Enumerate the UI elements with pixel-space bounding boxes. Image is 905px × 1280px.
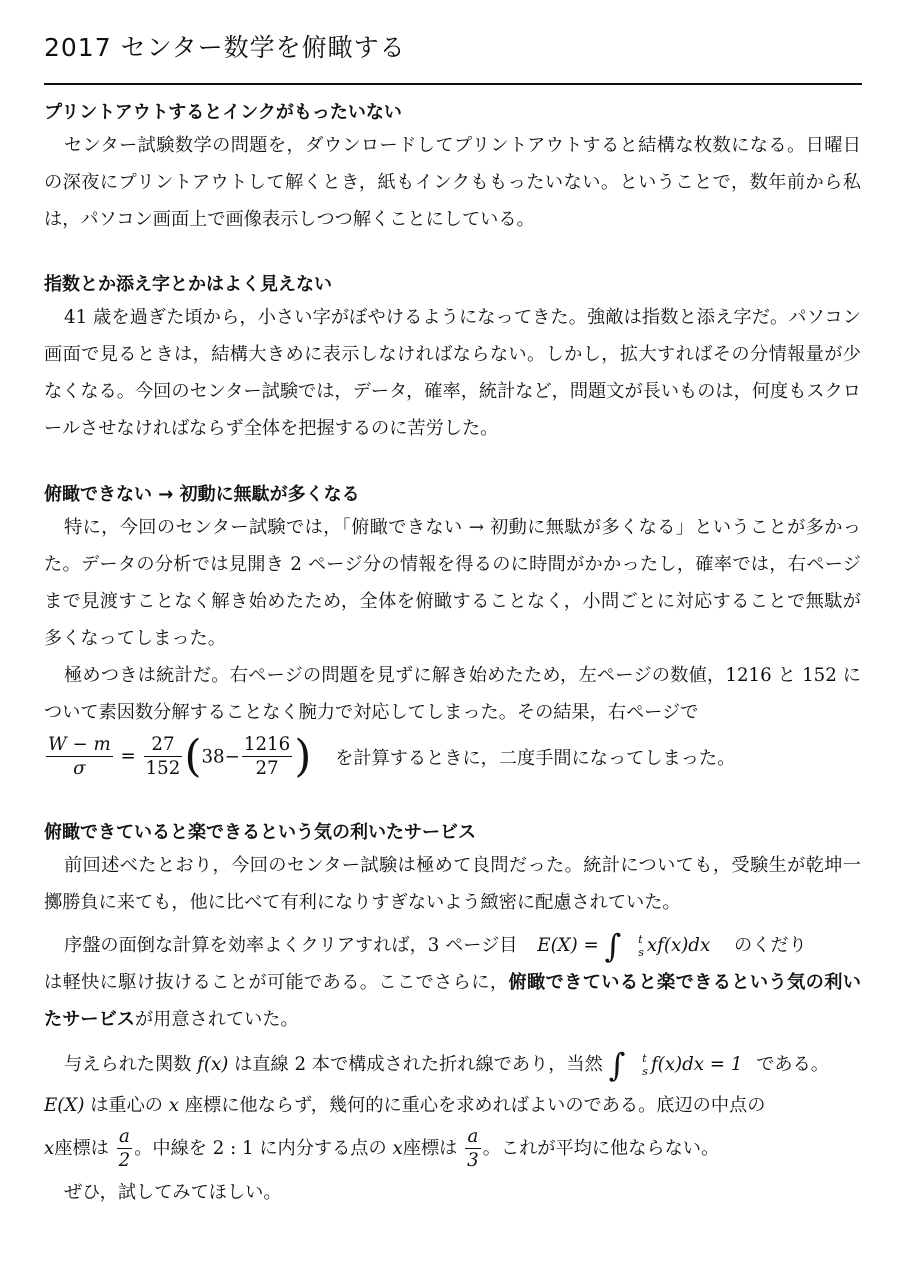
paragraph-center-of-mass: E(X) は重心の x 座標に他ならず，幾何的に重心を求めればよいのである。底辺の中点の — [44, 1095, 766, 1116]
equals-sign: = — [120, 746, 136, 767]
integral-limits: t s — [642, 1052, 648, 1078]
expectation-formula: E(X) = — [537, 935, 599, 956]
title-divider — [44, 83, 862, 85]
paragraph: 41 歳を過ぎた頃から，小さい字がぼやけるようになってきた。強敵は指数と添え字だ。パソコン画面で見るときは，結構大きめに表示しなければならない。しかし，拡大すればその分情報量が少なくなる。今回のセンター試験では，データ，確率，統計など，問題文が長いものは，何度もスクロールさせなければならず全体を把握するのに苦労した。 — [44, 307, 861, 439]
integral-sign: ∫ — [608, 1046, 626, 1084]
value-38: 38 — [201, 746, 225, 768]
section-heading-1: プリントアウトするとインクがもったいない — [44, 102, 402, 123]
section-body-2 — [44, 299, 861, 447]
integrand: xf(x)dx — [646, 935, 711, 956]
fraction-27-over-152: $\frac{27}{152}$ — [145, 733, 181, 779]
paragraph-median: x座標は $\frac{a}{2}$ 。中線を 2 : 1 に内分する点の x座標は $\frac{a}{3}$ 。これが平均に他ならない。 — [44, 1126, 720, 1172]
section-heading-2: 指数とか添え字とかはよく見えない — [44, 274, 332, 295]
section-body-4 — [44, 847, 861, 1211]
page-title: 2017 センター数学を俯瞰する — [44, 33, 406, 62]
integral-limits: t s — [638, 933, 644, 959]
paragraph: センター試験数学の問題を，ダウンロードしてプリントアウトすると結構な枚数になる。日曜日の深夜にプリントアウトして解くとき，紙もインクももったいない。ということで，数年前から私は，パソコン画面上で画像表示しつつ解くことにしている。 — [44, 135, 861, 230]
integrand: f(x)dx = 1 — [650, 1054, 743, 1075]
open-paren: ( — [184, 731, 202, 782]
fraction-w-minus-m-over-sigma: $\frac{W - m}{\sigma}$ — [48, 733, 111, 779]
section-body-3 — [44, 509, 861, 782]
section-heading-4: 俯瞰できていると楽できるという気の利いたサービス — [44, 822, 476, 843]
formula-trailing-text: を計算するときに，二度手間になってしまった。 — [335, 748, 736, 769]
fraction-a-over-2: $\frac{a}{2}$ — [118, 1126, 131, 1172]
minus-sign: − — [224, 746, 240, 768]
paragraph-service: は軽快に駆け抜けることが可能である。ここでさらに，俯瞰できていると楽できるという気の利いたサービスが用意されていた。 — [44, 972, 861, 1030]
section-body-1 — [44, 127, 861, 238]
section-heading-3: 俯瞰できない → 初動に無駄が多くなる — [44, 484, 360, 505]
paragraph: 特に，今回のセンター試験では，「俯瞰できない → 初動に無駄が多くなる」ということが多かった。データの分析では見開き 2 ページ分の情報を得るのに時間がかかったし，確率では，右ページまで見渡すことなく解き始めたため，全体を俯瞰することなく，小問ごとに対応することで無駄が多くなってしまった。 — [44, 517, 861, 649]
paragraph: 極めつきは統計だ。右ページの問題を見ずに解き始めたため，左ページの数値，1216 と 152 について素因数分解することなく腕力で対応してしまった。その結果，右ページで — [44, 665, 861, 723]
fraction-1216-over-27: $\frac{1216}{27}$ — [243, 733, 291, 779]
close-paren: ) — [294, 731, 312, 782]
paragraph-closing: ぜひ，試してみてほしい。 — [64, 1182, 282, 1204]
paragraph: 前回述べたとおり，今回のセンター試験は極めて良問だった。統計についても，受験生が乾坤一擲勝負に来ても，他に比べて有利になりすぎないよう緻密に配慮されていた。 — [44, 855, 861, 913]
paragraph-function: 与えられた関数 f(x) は直線 2 本で構成された折れ線であり，当然 ∫ t s f(x)dx = 1 である。 — [64, 1046, 829, 1084]
statistics-formula-line — [44, 731, 861, 782]
fraction-a-over-3: $\frac{a}{3}$ — [467, 1126, 479, 1172]
paragraph-expectation: 序盤の面倒な計算を効率よくクリアすれば，3 ページ目 E(X) = ∫ t s xf(x)dx のくだり — [64, 927, 807, 965]
function-fx: f(x) — [197, 1054, 229, 1075]
bold-emphasis: 俯瞰できていると楽できるという気の利いたサービス — [44, 972, 861, 1030]
integral-sign: ∫ — [604, 927, 622, 965]
